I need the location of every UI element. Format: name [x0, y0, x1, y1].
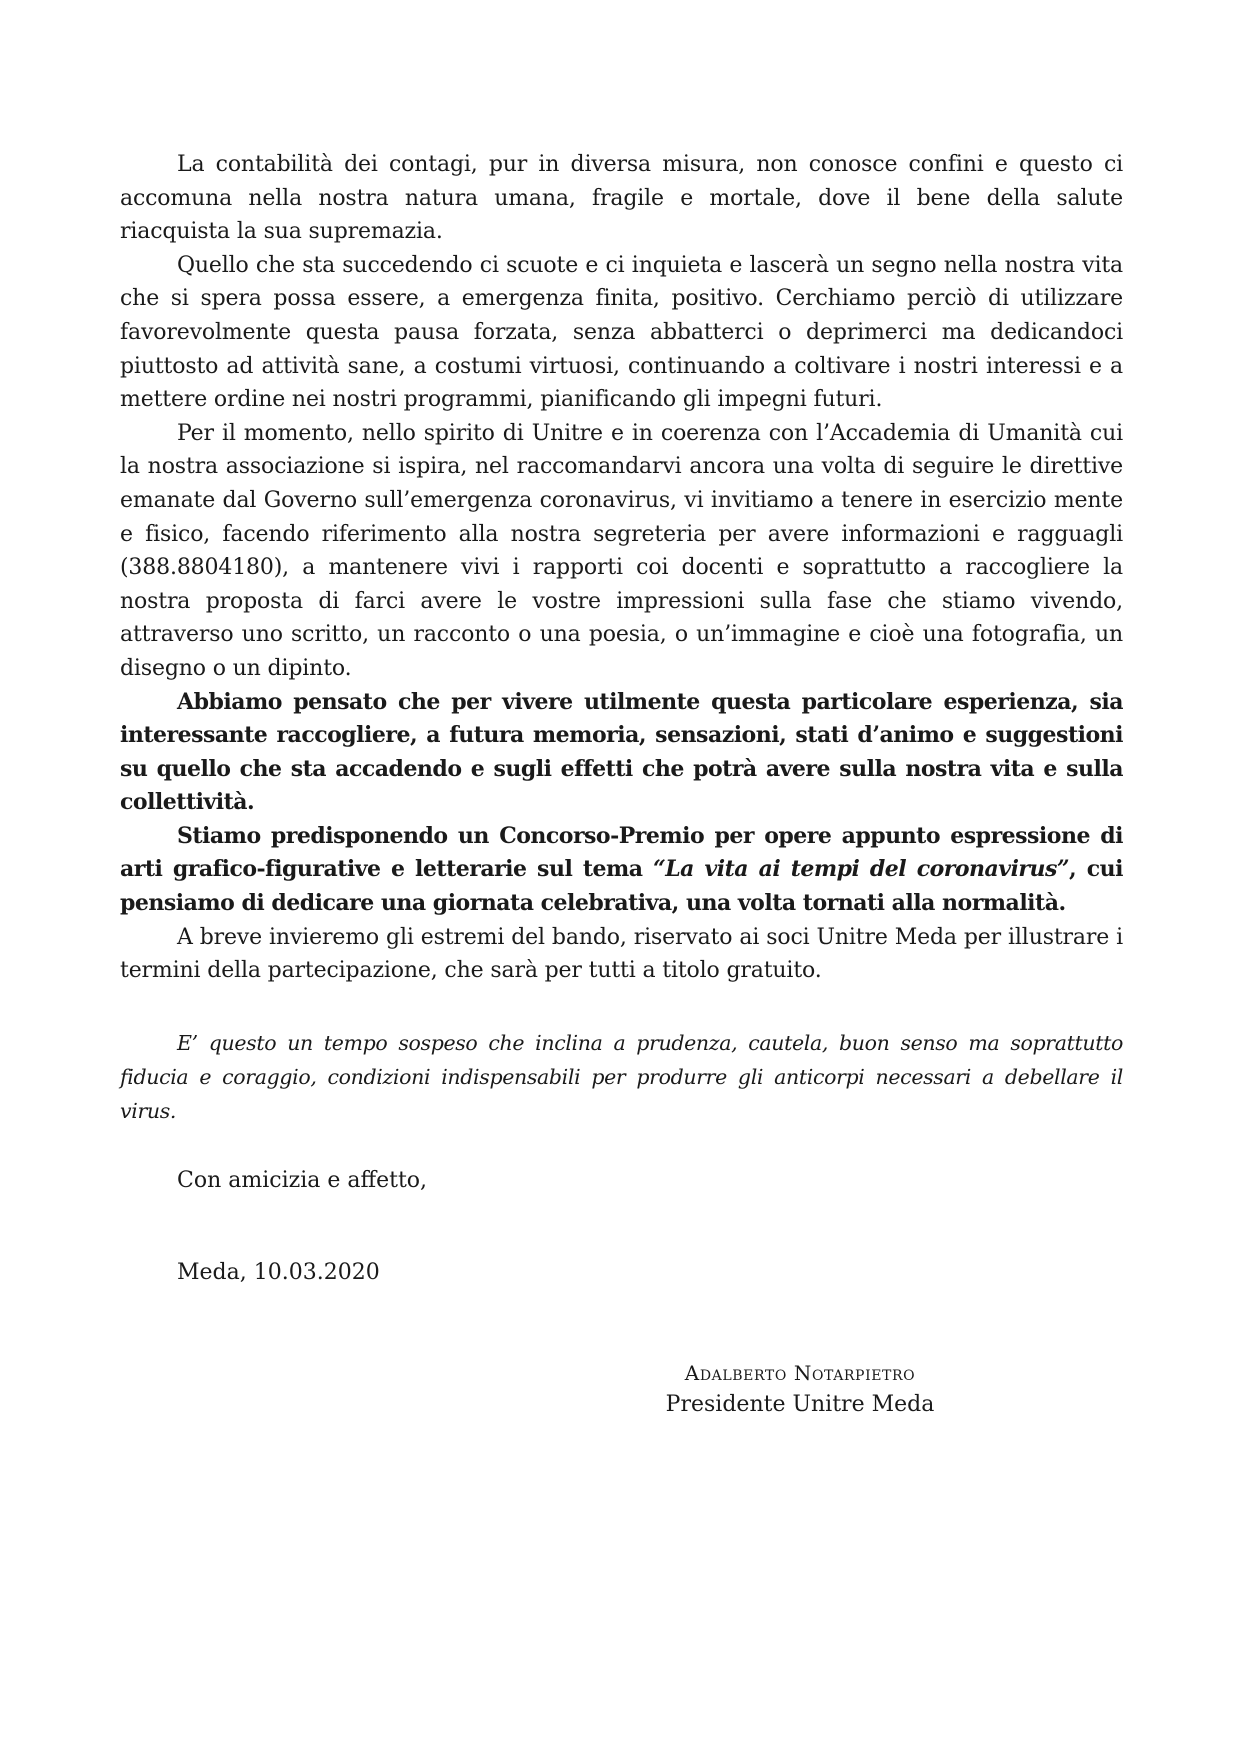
signature-block — [650, 1358, 950, 1422]
letter-body — [120, 148, 1123, 1290]
paragraph-contagi: La contabilità dei contagi, pur in diversa misura, non conosce confini e questo ci accomuna nella nostra natura umana, fragile e mortale, dove il bene della salute riacquista la sua supremazia. — [120, 152, 1123, 245]
salutation: Con amicizia e affetto, — [177, 1167, 428, 1193]
paragraph-succedendo: Quello che sta succedendo ci scuote e ci inquieta e lascerà un segno nella nostra vita che si spera possa essere, a emergenza finita, positivo. Cerchiamo perciò di utilizzare favorevolmente questa pausa forzata, senza abbatterci o deprimerci ma dedicandoci piuttosto ad attività sane, a costumi virtuosi, continuando a coltivare i nostri interessi e a mettere ordine nei nostri programmi, pianificando gli impegni futuri. — [120, 252, 1123, 413]
signature-role: Presidente Unitre Meda — [665, 1392, 935, 1417]
paragraph-esperienza: Abbiamo pensato che per vivere utilmente questa particolare esperienza, sia interessante raccogliere, a futura memoria, sensazioni, stati d’animo e suggestioni su quello che sta accadendo e sugli effetti che potrà avere sulla nostra vita e sulla collettività. — [120, 688, 1123, 816]
date-line: Meda, 10.03.2020 — [177, 1259, 380, 1285]
paragraph-concorso — [120, 820, 1123, 921]
concorso-text-before: Stiamo predisponendo un Concorso-Premio per opere appunto espressione di arti grafico-figurative e letterarie sul tema — [120, 822, 1123, 883]
concorso-theme-title: “La vita ai tempi del coronavirus” — [653, 856, 1070, 883]
concorso-text-after: , cui pensiamo di dedicare una giornata celebrativa, una volta tornati alla normalità. — [120, 856, 1123, 917]
paragraph-momento: Per il momento, nello spirito di Unitre e in coerenza con l’Accademia di Umanità cui la nostra associazione si ispira, nel raccomandarvi ancora una volta di seguire le direttive emanate dal Governo sull’emergenza coronavirus, vi invitiamo a tenere in esercizio mente e fisico, facendo riferimento alla nostra segreteria per avere informazioni e ragguagli (388.8804180), a mantenere vivi i rapporti coi docenti e soprattutto a raccogliere la nostra proposta di farci avere le vostre impressioni sulla fase che stiamo vivendo, attraverso uno scritto, un racconto o una poesia, o un’immagine e cioè una fotografia, un disegno o un dipinto. — [120, 420, 1123, 681]
paragraph-bando: A breve invieremo gli estremi del bando, riservato ai soci Unitre Meda per illustrare i termini della partecipazione, che sarà per tutti a titolo gratuito. — [120, 924, 1123, 984]
signature-name: Adalberto Notarpietro — [684, 1361, 916, 1385]
closing-quote: E’ questo un tempo sospeso che inclina a prudenza, cautela, buon senso ma soprattutto fiducia e coraggio, condizioni indispensabili per produrre gli anticorpi necessari a debellare il virus. — [120, 1030, 1123, 1123]
